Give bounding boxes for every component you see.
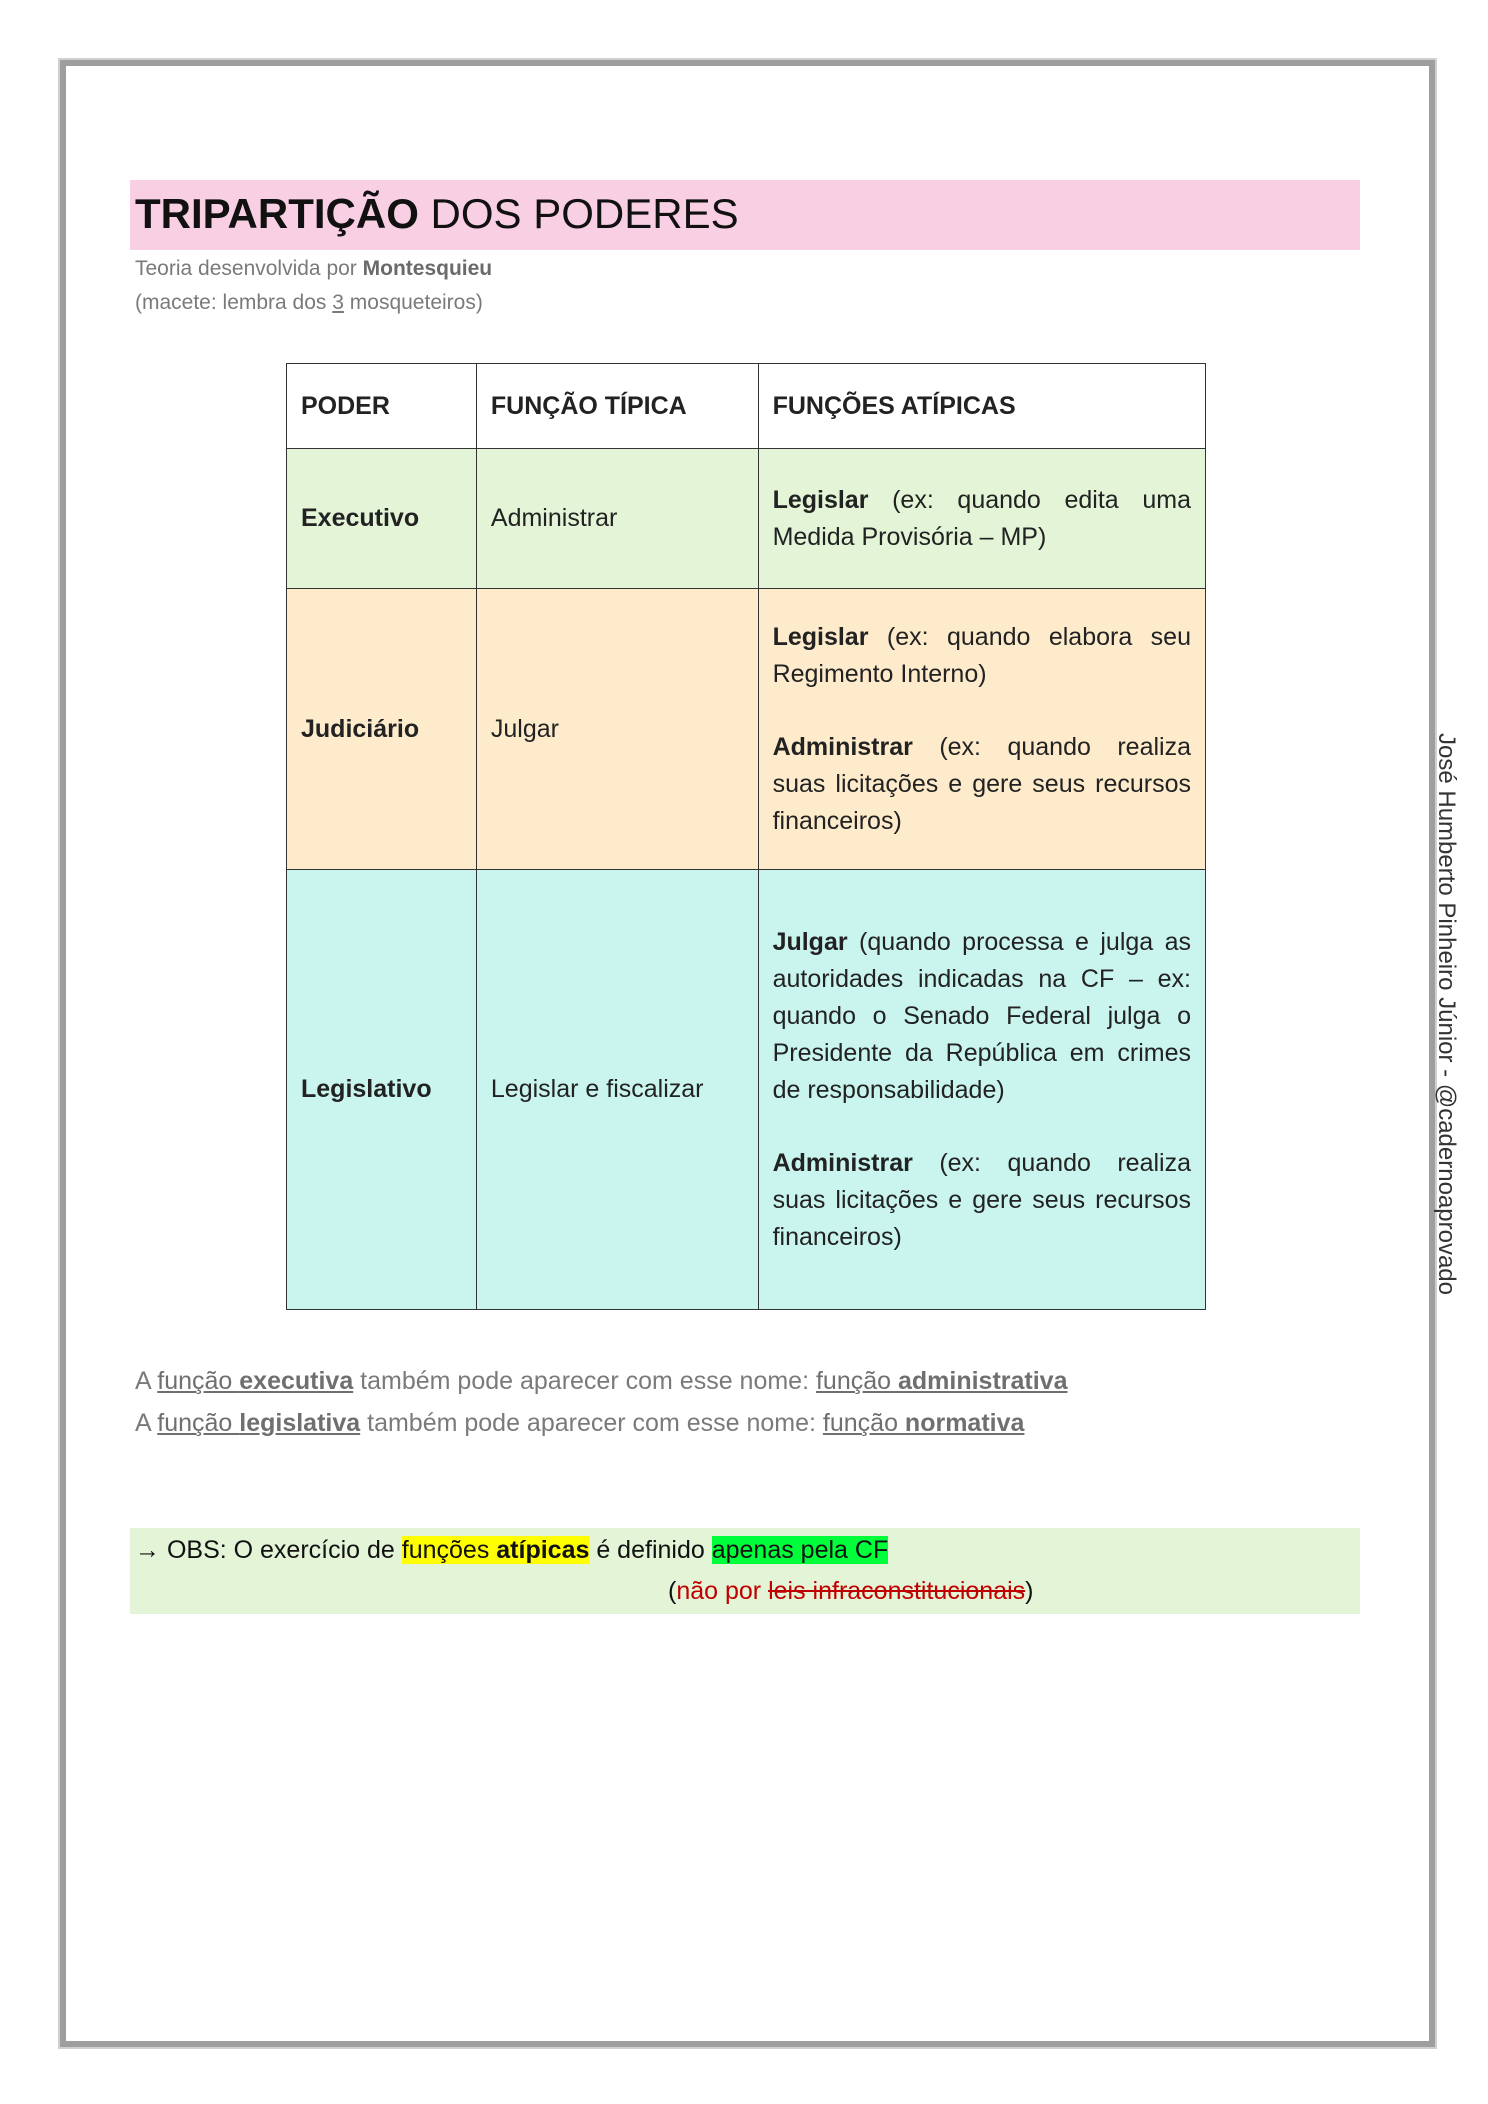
note-line: A função executiva também pode aparecer com esse nome: função administrativa: [135, 1367, 1068, 1395]
obs-line-2: (não por leis infraconstitucionais): [668, 1577, 1034, 1605]
cell-tipica: Administrar: [476, 449, 758, 589]
subtitle-line-2: (macete: lembra dos 3 mosqueteiros): [135, 291, 483, 314]
highlight-apenas-pela-cf: apenas pela CF: [711, 1536, 889, 1564]
subtitle: [135, 252, 492, 320]
cell-poder: Judiciário: [287, 589, 477, 870]
table-row: [287, 870, 1206, 1310]
subtitle-line-1: Teoria desenvolvida por Montesquieu: [135, 257, 493, 280]
powers-table: [286, 363, 1206, 1310]
header-poder: PODER: [287, 364, 477, 449]
table-header-row: [287, 364, 1206, 449]
cell-tipica: Julgar: [476, 589, 758, 870]
obs-line-1: → OBS: O exercício de funções atípicas é definido apenas pela CF: [135, 1536, 889, 1564]
arrow-icon: →: [135, 1536, 160, 1564]
table-row: [287, 449, 1206, 589]
cell-atipicas: Legislar (ex: quando elabora seu Regimento Interno) Administrar (ex: quando realiza suas licitações e gere seus recursos financeiros): [758, 589, 1205, 870]
note-line: A função legislativa também pode aparecer com esse nome: função normativa: [135, 1409, 1025, 1437]
side-credit: José Humberto Pinheiro Júnior - @cadernoaprovado: [1433, 733, 1460, 1295]
highlight-funcoes-atipicas: funções atípicas: [401, 1536, 590, 1564]
header-funcoes-atipicas: FUNÇÕES ATÍPICAS: [758, 364, 1205, 449]
cell-atipicas: Julgar (quando processa e julga as autoridades indicadas na CF – ex: quando o Senado Federal julga o Presidente da República em crimes de responsabilidade) Administrar (ex: quando realiza suas licitações e gere seus recursos financeiros): [758, 870, 1205, 1310]
table-row: [287, 589, 1206, 870]
header-funcao-tipica: FUNÇÃO TÍPICA: [476, 364, 758, 449]
cell-atipicas: Legislar (ex: quando edita uma Medida Provisória – MP): [758, 449, 1205, 589]
page-title: TRIPARTIÇÃO DOS PODERES: [135, 190, 739, 237]
cell-tipica: Legislar e fiscalizar: [476, 870, 758, 1310]
cell-poder: Executivo: [287, 449, 477, 589]
cell-poder: Legislativo: [287, 870, 477, 1310]
notes: [135, 1360, 1068, 1444]
